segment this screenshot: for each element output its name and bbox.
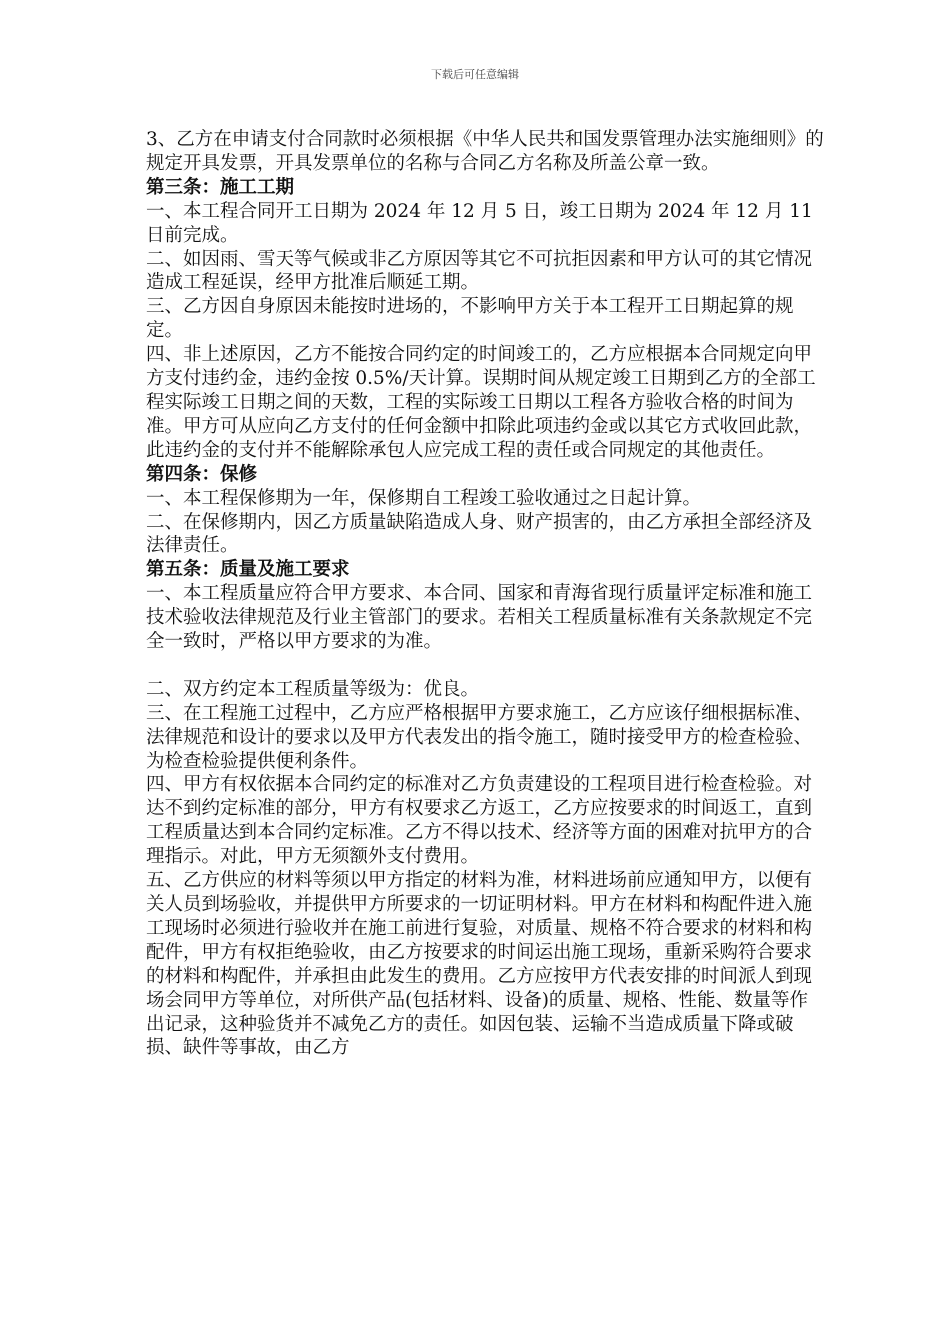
page-header: 下载后可任意编辑: [431, 68, 519, 81]
paragraph: 二、在保修期内，因乙方质量缺陷造成人身、财产损害的，由乙方承担全部经济及法律责任。: [146, 511, 813, 557]
paragraph: 一、本工程保修期为一年，保修期自工程竣工验收通过之日起计算。: [146, 487, 702, 509]
document-body: [146, 128, 826, 1060]
paragraph: 四、甲方有权依据本合同约定的标准对乙方负责建设的工程项目进行检查检验。对达不到约定标准的部分，甲方有权要求乙方返工，乙方应按要求的时间返工，直到工程质量达到本合同约定标准。乙方不得以技术、经济等方面的困难对抗甲方的合理指示。对此，甲方无须额外支付费用。: [146, 774, 813, 868]
paragraph: 五、乙方供应的材料等须以甲方指定的材料为准，材料进场前应通知甲方，以便有关人员到场验收，并提供甲方所要求的一切证明材料。甲方在材料和构配件进入施工现场时必须进行验收并在施工前进行复验，对质量、规格不符合要求的材料和构配件，甲方有权拒绝验收，由乙方按要求的时间运出施工现场，重新采购符合要求的材料和构配件，并承担由此发生的费用。乙方应按甲方代表安排的时间派人到现场会同甲方等单位，对所供产品(包括材料、设备)的质量、规格、性能、数量等作出记录，这种验货并不减免乙方的责任。如因包装、运输不当造成质量下降或破损、缺件等事故，由乙方: [146, 870, 813, 1059]
section-heading: 第五条：质量及施工要求: [146, 559, 350, 581]
paragraph: 三、在工程施工过程中，乙方应严格根据甲方要求施工，乙方应该仔细根据标准、法律规范和设计的要求以及甲方代表发出的指令施工，随时接受甲方的检查检验、为检查检验提供便利条件。: [146, 702, 813, 772]
paragraph: 一、本工程合同开工日期为 2024 年 12 月 5 日，竣工日期为 2024 年 12 月 11 日前完成。: [146, 200, 813, 246]
paragraph: 二、如因雨、雪天等气候或非乙方原因等其它不可抗拒因素和甲方认可的其它情况造成工程延误，经甲方批准后顺延工期。: [146, 248, 813, 294]
paragraph: 四、非上述原因，乙方不能按合同约定的时间竣工的，乙方应根据本合同规定向甲方支付违约金，违约金按 0.5%/天计算。误期时间从规定竣工日期到乙方的全部工程实际竣工日期之间的天数，工程的实际竣工日期以工程各方验收合格的时间为准。甲方可从应向乙方支付的任何金额中扣除此项违约金或以其它方式收回此款，此违约金的支付并不能解除承包人应完成工程的责任或合同规定的其他责任。: [146, 344, 816, 461]
blank-line: [146, 654, 826, 678]
paragraph: 二、双方约定本工程质量等级为：优良。: [146, 678, 480, 700]
section-heading: 第三条：施工工期: [146, 176, 295, 198]
paragraph: 一、本工程质量应符合甲方要求、本合同、国家和青海省现行质量评定标准和施工技术验收法律规范及行业主管部门的要求。若相关工程质量标准有关条款规定不完全一致时，严格以甲方要求的为准。: [146, 583, 813, 653]
paragraph: 3、乙方在申请支付合同款时必须根据《中华人民共和国发票管理办法实施细则》的规定开具发票，开具发票单位的名称与合同乙方名称及所盖公章一致。: [146, 129, 824, 174]
section-heading: 第四条：保修: [146, 463, 258, 485]
paragraph: 三、乙方因自身原因未能按时进场的，不影响甲方关于本工程开工日期起算的规定。: [146, 296, 794, 342]
